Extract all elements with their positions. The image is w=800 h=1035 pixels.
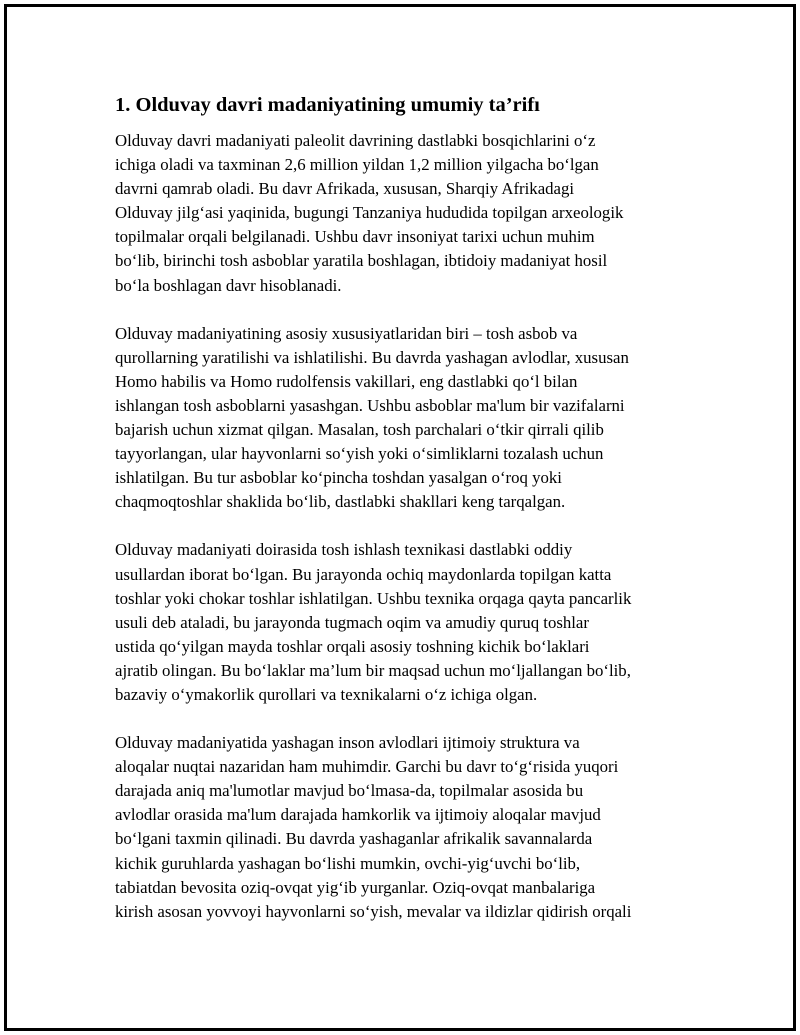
text-line: Olduvay jilg‘asi yaqinida, bugungi Tanzaniya hududida topilgan arxeologik [115, 203, 624, 223]
text-line: ishlatilgan. Bu tur asboblar ko‘pincha toshdan yasalgan o‘roq yoki [115, 468, 562, 488]
text-line: avlodlar orasida ma'lum darajada hamkorlik va ijtimoiy aloqalar mavjud [115, 805, 601, 825]
document-body [115, 92, 690, 948]
text-line: Olduvay davri madaniyati paleolit davrining dastlabki bosqichlarini o‘z [115, 131, 596, 150]
paragraph-1 [115, 129, 690, 298]
text-line: ajratib olingan. Bu bo‘laklar ma’lum bir maqsad uchun mo‘ljallangan bo‘lib, [115, 660, 631, 680]
paragraph-4 [115, 731, 690, 924]
text-line: darajada aniq ma'lumotlar mavjud bo‘lmasa-da, topilmalar asosida bu [115, 781, 584, 801]
text-line: bo‘lib, birinchi tosh asboblar yaratila boshlagan, ibtidoiy madaniyat hosil [115, 251, 608, 271]
text-line: toshlar yoki chokar toshlar ishlatilgan. Ushbu texnika orqaga qayta pancarlik [115, 588, 632, 608]
text-line: usullardan iborat bo‘lgan. Bu jarayonda ochiq maydonlarda topilgan katta [115, 564, 612, 584]
text-line: ichiga oladi va taxminan 2,6 million yildan 1,2 million yilgacha bo‘lgan [115, 155, 599, 175]
text-line: bo‘la boshlagan davr hisoblanadi. [115, 275, 342, 295]
text-line: usuli deb ataladi, bu jarayonda tugmach oqim va amudiy quruq toshlar [115, 612, 589, 632]
text-line: aloqalar nuqtai nazaridan ham muhimdir. Garchi bu davr to‘g‘risida yuqori [115, 757, 619, 777]
text-line: ishlangan tosh asboblarni yasashgan. Ushbu asboblar ma'lum bir vazifalarni [115, 395, 625, 415]
text-line: bajarish uchun xizmat qilgan. Masalan, tosh parchalari o‘tkir qirrali qilib [115, 420, 604, 440]
text-line: Homo habilis va Homo rudolfensis vakillari, eng dastlabki qo‘l bilan [115, 371, 578, 391]
text-line: Olduvay madaniyati doirasida tosh ishlash texnikasi dastlabki oddiy [115, 540, 573, 560]
text-line: tabiatdan bevosita oziq-ovqat yig‘ib yurganlar. Oziq-ovqat manbalariga [115, 877, 596, 897]
text-line: kichik guruhlarda yashagan bo‘lishi mumkin, ovchi-yig‘uvchi bo‘lib, [115, 853, 581, 873]
section-title: 1. Olduvay davri madaniyatining umumiy ta’rifı [115, 94, 540, 116]
paragraphs-container [115, 129, 690, 924]
text-line: topilmalar orqali belgilanadi. Ushbu davr insoniyat tarixi uchun muhim [115, 227, 595, 247]
text-line: bo‘lgani taxmin qilinadi. Bu davrda yashaganlar afrikalik savannalarda [115, 829, 593, 849]
text-line: davrni qamrab oladi. Bu davr Afrikada, xususan, Sharqiy Afrikadagi [115, 179, 575, 199]
paragraph-2 [115, 322, 690, 515]
text-line: qurollarning yaratilishi va ishlatilishi. Bu davrda yashagan avlodlar, xususan [115, 347, 629, 367]
text-line: ustida qo‘yilgan mayda toshlar orqali asosiy toshning kichik bo‘laklari [115, 636, 590, 656]
text-line: Olduvay madaniyatining asosiy xususiyatlaridan biri – tosh asbob va [115, 323, 578, 343]
text-line: tayyorlangan, ular hayvonlarni so‘yish yoki o‘simliklarni tozalash uchun [115, 444, 604, 464]
text-line: Olduvay madaniyatida yashagan inson avlodlari ijtimoiy struktura va [115, 733, 580, 753]
text-line: kirish asosan yovvoyi hayvonlarni so‘yish, mevalar va ildizlar qidirish orqali [115, 901, 632, 921]
text-line: chaqmoqtoshlar shaklida bo‘lib, dastlabki shakllari keng tarqalgan. [115, 492, 566, 512]
paragraph-3 [115, 538, 690, 707]
text-line: bazaviy o‘ymakorlik qurollari va texnikalarni o‘z ichiga olgan. [115, 684, 538, 704]
